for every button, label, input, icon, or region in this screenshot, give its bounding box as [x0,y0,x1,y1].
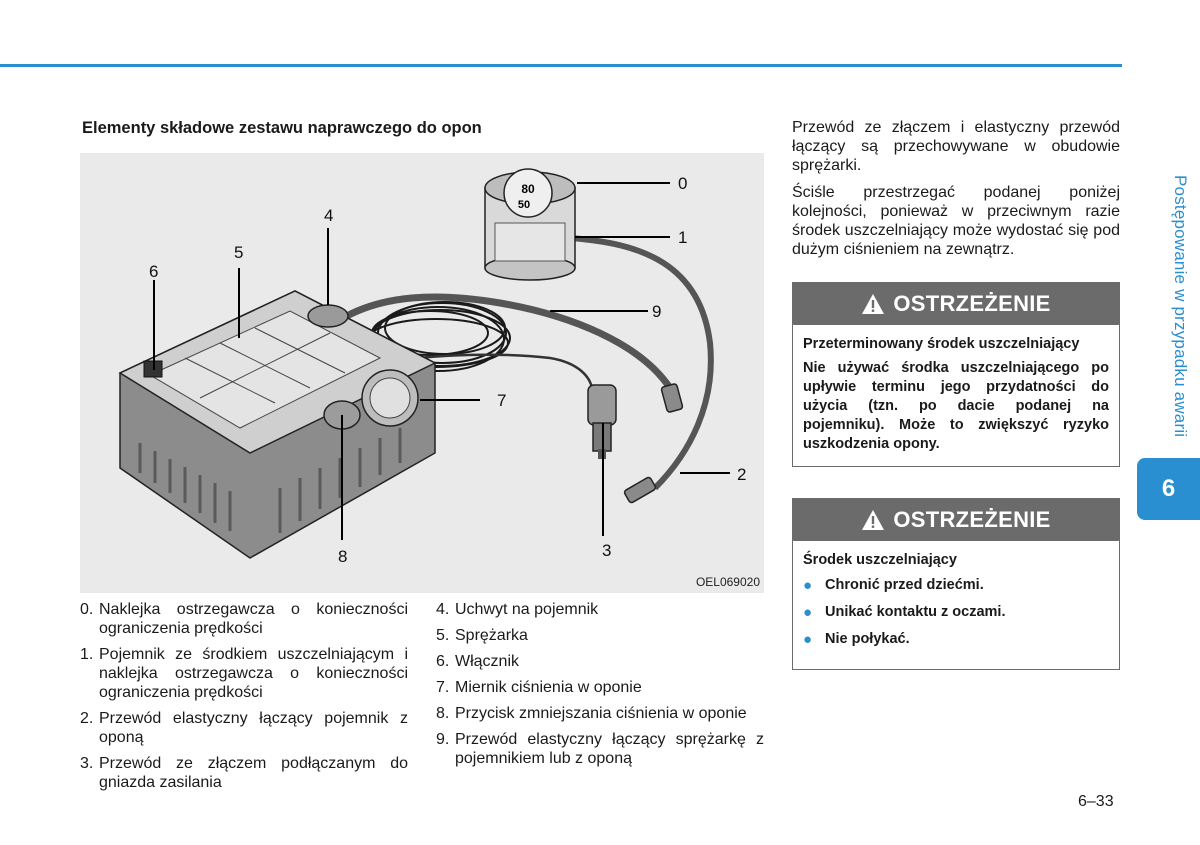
legend-text: Pojemnik ze środkiem uszczelniającym i naklejka ostrzegawcza o konieczności ograniczenia prędkości [99,646,408,701]
bullet-text: Unikać kontaktu z oczami. [825,604,1006,620]
legend-text: Naklejka ostrzegawcza o konieczności ograniczenia prędkości [99,601,408,637]
callout-9: 9 [652,302,662,321]
hose-fitting [661,383,683,412]
warning-body [793,541,1119,669]
legend-left [80,600,408,799]
legend-item [436,626,764,645]
warning-title: OSTRZEŻENIE [893,291,1051,316]
legend-num: 8. [436,705,450,722]
legend-text: Miernik ciśnienia w oponie [455,679,642,696]
legend-item [436,678,764,697]
legend-num: 1. [80,646,94,663]
warning-triangle-icon [861,293,885,315]
warning-title: OSTRZEŻENIE [893,507,1051,532]
paragraph-storage: Przewód ze złączem i elastyczny przewód łączący są przechowywane w obudowie sprężarki. [792,119,1120,174]
speed-label-80: 80 [521,182,535,196]
legend-num: 7. [436,679,450,696]
callout-2: 2 [737,465,747,484]
bullet-item [803,603,1109,622]
bullet-dot-icon: ● [803,631,813,648]
callout-5: 5 [234,243,244,262]
legend-num: 4. [436,601,450,618]
legend-text: Uchwyt na pojemnik [455,601,599,618]
warning-box-sealant [792,498,1120,670]
legend-num: 3. [80,755,94,772]
bullet-text: Chronić przed dziećmi. [825,577,984,593]
repair-kit-figure [80,153,764,593]
warning-text: Nie używać środka uszczelniającego po upływie terminu jego przydatności do użycia (tzn. po dacie podanej na pojemniku). Może to zwiększyć ryzyko uszkodzenia opony. [803,360,1109,452]
section-heading: Elementy składowe zestawu naprawczego do opon [82,119,482,137]
legend-num: 9. [436,731,450,748]
compressor [120,291,435,558]
callout-0: 0 [678,174,688,193]
warning-header [793,499,1119,541]
callout-8: 8 [338,547,348,566]
warning-triangle-icon [861,509,885,531]
legend-item [80,645,408,702]
warning-subtitle: Środek uszczelniający [803,552,957,568]
legend-num: 0. [80,601,94,618]
legend-item [80,754,408,792]
figure-code: OEL069020 [695,575,760,589]
legend-item [436,652,764,671]
legend-item [80,600,408,638]
legend-item [436,704,764,723]
callout-4: 4 [324,206,334,225]
bullet-text: Nie połykać. [825,631,910,647]
legend-text: Przewód elastyczny łączący pojemnik z oponą [99,710,408,746]
legend-num: 6. [436,653,450,670]
legend-text: Przewód elastyczny łączący sprężarkę z pojemnikiem lub z oponą [455,731,764,767]
warning-bullets [803,576,1109,649]
warning-header [793,283,1119,325]
callout-3: 3 [602,541,612,560]
legend-text: Przewód ze złączem podłączanym do gniazda zasilania [99,755,408,791]
chapter-side-title: Postępowanie w przypadku awarii [1171,175,1190,438]
legend-item [436,600,764,619]
bullet-item [803,576,1109,595]
warning-body [793,325,1119,466]
legend-text: Włącznik [455,653,520,670]
canister-hose [570,238,711,488]
callout-7: 7 [497,391,507,410]
bullet-item [803,630,1109,649]
legend-num: 2. [80,710,94,727]
legend-right [436,600,764,775]
callout-6: 6 [149,262,159,281]
page-number: 6–33 [1078,793,1114,810]
legend-item [436,730,764,768]
bullet-dot-icon: ● [803,604,813,621]
paragraph-sequence: Ściśle przestrzegać podanej poniżej kolejności, ponieważ w przeciwnym razie środek uszczelniający może wydostać się pod dużym ciśnieniem na zewnątrz. [792,184,1120,258]
legend-text: Sprężarka [455,627,528,644]
repair-kit-illustration [80,153,764,593]
legend-num: 5. [436,627,450,644]
legend-item [80,709,408,747]
sealant-canister [485,169,575,280]
warning-subtitle: Przeterminowany środek uszczelniający [803,336,1080,352]
warning-box-expired [792,282,1120,467]
bullet-dot-icon: ● [803,577,813,594]
tire-valve-connector [624,476,657,503]
top-rule [0,64,1122,67]
speed-label-50: 50 [517,199,531,211]
legend-text: Przycisk zmniejszania ciśnienia w oponie [455,705,747,722]
right-column-text [792,118,1120,267]
chapter-tab: 6 [1137,458,1200,520]
callout-1: 1 [678,228,688,247]
